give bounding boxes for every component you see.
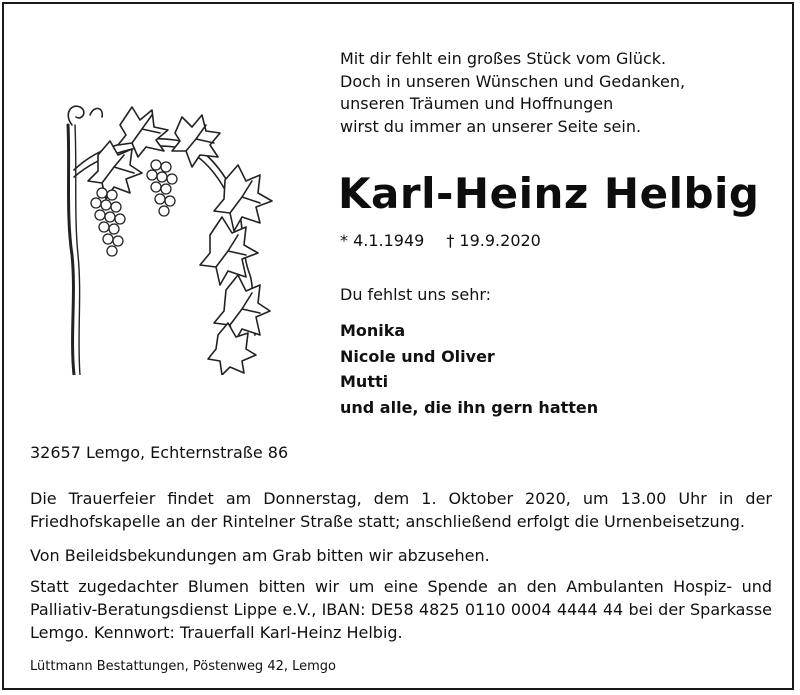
life-dates [340, 231, 563, 250]
birth-date: * 4.1.1949 [340, 231, 425, 250]
poem [340, 48, 685, 139]
condolence-notice: Von Beileidsbekundungen am Grab bitten wir abzusehen. [30, 546, 490, 565]
mourners-intro: Du fehlst uns sehr: [340, 285, 492, 304]
mourner-name: Nicole und Oliver [340, 346, 495, 366]
mourner-name: Monika [340, 321, 406, 340]
donation-notice: Statt zugedachter Blumen bitten wir um eine Spende an den Ambulanten Hospiz- und Palliativ-Beratungsdienst Lippe e.V., IBAN: DE58 4825 0110 0004 4444 44 bei der Sparkasse Lemgo. Kennwort: Trauerfall Karl-Heinz Helbig. [30, 577, 772, 642]
grapevine-illustration [60, 85, 280, 375]
poem-line: unseren Träumen und Hoffnungen [340, 94, 614, 114]
mourner-name: und alle, die ihn gern hatten [340, 397, 599, 417]
mourner-name: Mutti [340, 372, 389, 391]
funeral-notice: Die Trauerfeier findet am Donnerstag, dem 1. Oktober 2020, um 13.00 Uhr in der Friedhofskapelle an der Rintelner Straße statt; anschließend erfolgt die Urnenbeisetzung. [30, 489, 772, 531]
undertaker-footer: Lüttmann Bestattungen, Pöstenweg 42, Lemgo [30, 659, 337, 674]
death-date: † 19.9.2020 [446, 231, 541, 250]
poem-line: Mit dir fehlt ein großes Stück vom Glück. [340, 49, 667, 68]
mourners-list [340, 318, 598, 420]
poem-line: wirst du immer an unserer Seite sein. [340, 117, 642, 137]
poem-line: Doch in unseren Wünschen und Gedanken, [340, 71, 686, 91]
deceased-name: Karl-Heinz Helbig [338, 169, 760, 218]
family-address: 32657 Lemgo, Echternstraße 86 [30, 443, 289, 462]
